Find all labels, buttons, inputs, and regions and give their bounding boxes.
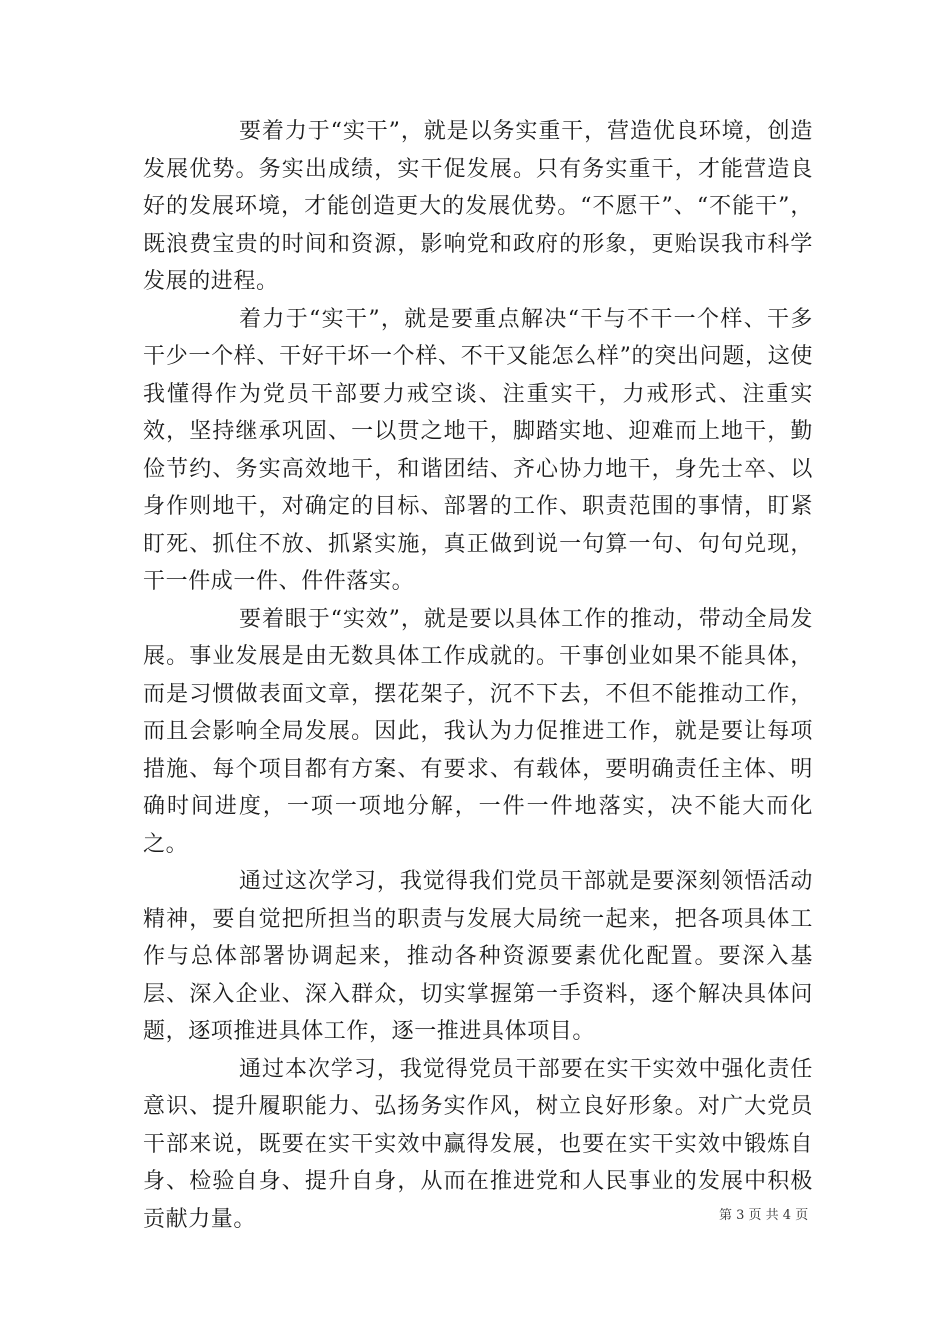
paragraph-5: 通过本次学习，我觉得党员干部要在实干实效中强化责任意识、提升履职能力、弘扬务实作风，树立良好形象。对广大党员干部来说，既要在实干实效中赢得发展，也要在实干实效中锻炼自身、检验自身、提升自身，从而在推进党和人民事业的发展中积极贡献力量。 — [143, 1056, 813, 1232]
page-number-footer: 第 3 页 共 4 页 — [719, 1208, 809, 1223]
paragraph-4: 通过这次学习，我觉得我们党员干部就是要深刻领悟活动精神，要自觉把所担当的职责与发展大局统一起来，把各项具体工作与总体部署协调起来，推动各种资源要素优化配置。要深入基层、深入企业、深入群众，切实掌握第一手资料，逐个解决具体问题，逐项推进具体工作，逐一推进具体项目。 — [143, 869, 813, 1044]
paragraph-1: 要着力于“实干”，就是以务实重干，营造优良环境，创造发展优势。务实出成绩，实干促发展。只有务实重干，才能营造良好的发展环境，才能创造更大的发展优势。“不愿干”、“不能干”，既浪费宝贵的时间和资源，影响党和政府的形象，更贻误我市科学发展的进程。 — [143, 119, 813, 294]
paragraph-2: 着力于“实干”，就是要重点解决“干与不干一个样、干多干少一个样、干好干坏一个样、不干又能怎么样”的突出问题，这使我懂得作为党员干部要力戒空谈、注重实干，力戒形式、注重实效，坚持继承巩固、一以贯之地干，脚踏实地、迎难而上地干，勤俭节约、务实高效地干，和谐团结、齐心协力地干，身先士卒、以身作则地干，对确定的目标、部署的工作、职责范围的事情，盯紧盯死、抓住不放、抓紧实施，真正做到说一句算一句、句句兑现，干一件成一件、件件落实。 — [143, 306, 813, 594]
paragraph-3: 要着眼于“实效”，就是要以具体工作的推动，带动全局发展。事业发展是由无数具体工作成就的。干事创业如果不能具体，而是习惯做表面文章，摆花架子，沉不下去，不但不能推动工作，而且会影响全局发展。因此，我认为力促推进工作，就是要让每项措施、每个项目都有方案、有要求、有载体，要明确责任主体、明确时间进度，一项一项地分解，一件一件地落实，决不能大而化之。 — [143, 606, 813, 857]
document-body — [143, 113, 813, 1238]
